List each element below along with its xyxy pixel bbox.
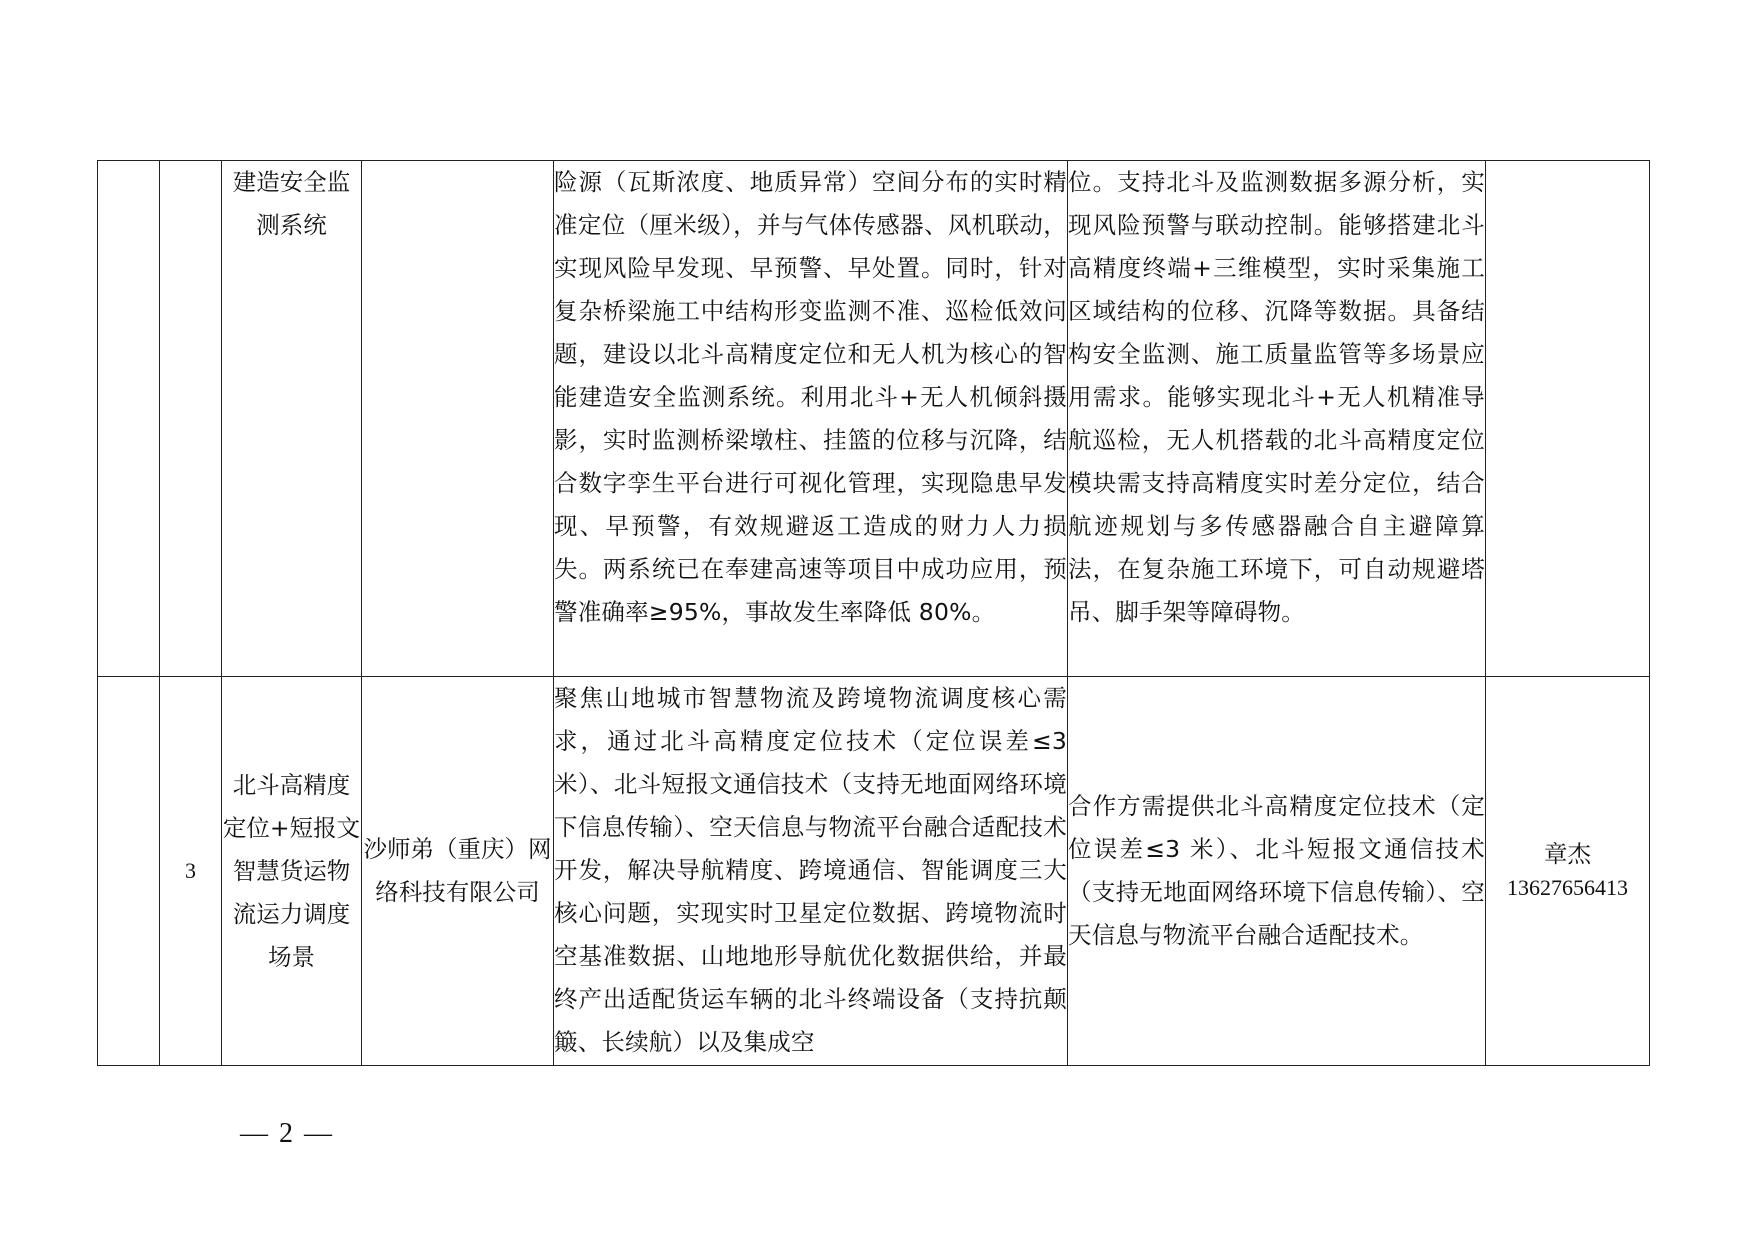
table-row xyxy=(98,161,1650,677)
blank-left-cell xyxy=(98,677,160,1066)
table-row xyxy=(98,677,1650,1066)
contact-phone: 13627656413 xyxy=(1507,875,1628,900)
serial-cell xyxy=(160,161,222,677)
contact-name: 章杰 xyxy=(1544,840,1591,868)
page-number: — 2 — xyxy=(240,1118,334,1149)
scenario-name-cell: 建造安全监测系统 xyxy=(222,161,362,677)
description-cell: 险源（瓦斯浓度、地质异常）空间分布的实时精准定位（厘米级），并与气体传感器、风机联动，实现风险早发现、早预警、早处置。同时，针对复杂桥梁施工中结构形变监测不准、巡检低效问题，建设以北斗高精度定位和无人机为核心的智能建造安全监测系统。利用北斗+无人机倾斜摄影，实时监测桥梁墩柱、挂篮的位移与沉降，结合数字孪生平台进行可视化管理，实现隐患早发现、早预警，有效规避返工造成的财力人力损失。两系统已在奉建高速等项目中成功应用，预警准确率≥95%，事故发生率降低 80%。 xyxy=(554,161,1068,677)
description-cell: 聚焦山地城市智慧物流及跨境物流调度核心需求，通过北斗高精度定位技术（定位误差≤3 米）、北斗短报文通信技术（支持无地面网络环境下信息传输）、空天信息与物流平台融合适配技术开发，解决导航精度、跨境通信、智能调度三大核心问题，实现实时卫星定位数据、跨境物流时空基准数据、山地地形导航优化数据供给，并最终产出适配货运车辆的北斗终端设备（支持抗颠簸、长续航）以及集成空 xyxy=(554,677,1068,1066)
requirements-cell: 合作方需提供北斗高精度定位技术（定位误差≤3 米）、北斗短报文通信技术（支持无地面网络环境下信息传输）、空天信息与物流平台融合适配技术。 xyxy=(1068,677,1486,1066)
requirements-cell: 位。支持北斗及监测数据多源分析，实现风险预警与联动控制。能够搭建北斗高精度终端+三维模型，实时采集施工区域结构的位移、沉降等数据。具备结构安全监测、施工质量监管等多场景应用需求。能够实现北斗+无人机精准导航巡检，无人机搭载的北斗高精度定位模块需支持高精度实时差分定位，结合航迹规划与多传感器融合自主避障算法，在复杂施工环境下，可自动规避塔吊、脚手架等障碍物。 xyxy=(1068,161,1486,677)
scenario-name-cell: 北斗高精度定位+短报文智慧货运物流运力调度场景 xyxy=(222,677,362,1066)
blank-left-cell xyxy=(98,161,160,677)
company-cell: 沙师弟（重庆）网络科技有限公司 xyxy=(362,677,554,1066)
contact-cell xyxy=(1486,677,1650,1066)
contact-cell xyxy=(1486,161,1650,677)
company-cell xyxy=(362,161,554,677)
project-table xyxy=(97,160,1650,1066)
serial-cell: 3 xyxy=(160,677,222,1066)
